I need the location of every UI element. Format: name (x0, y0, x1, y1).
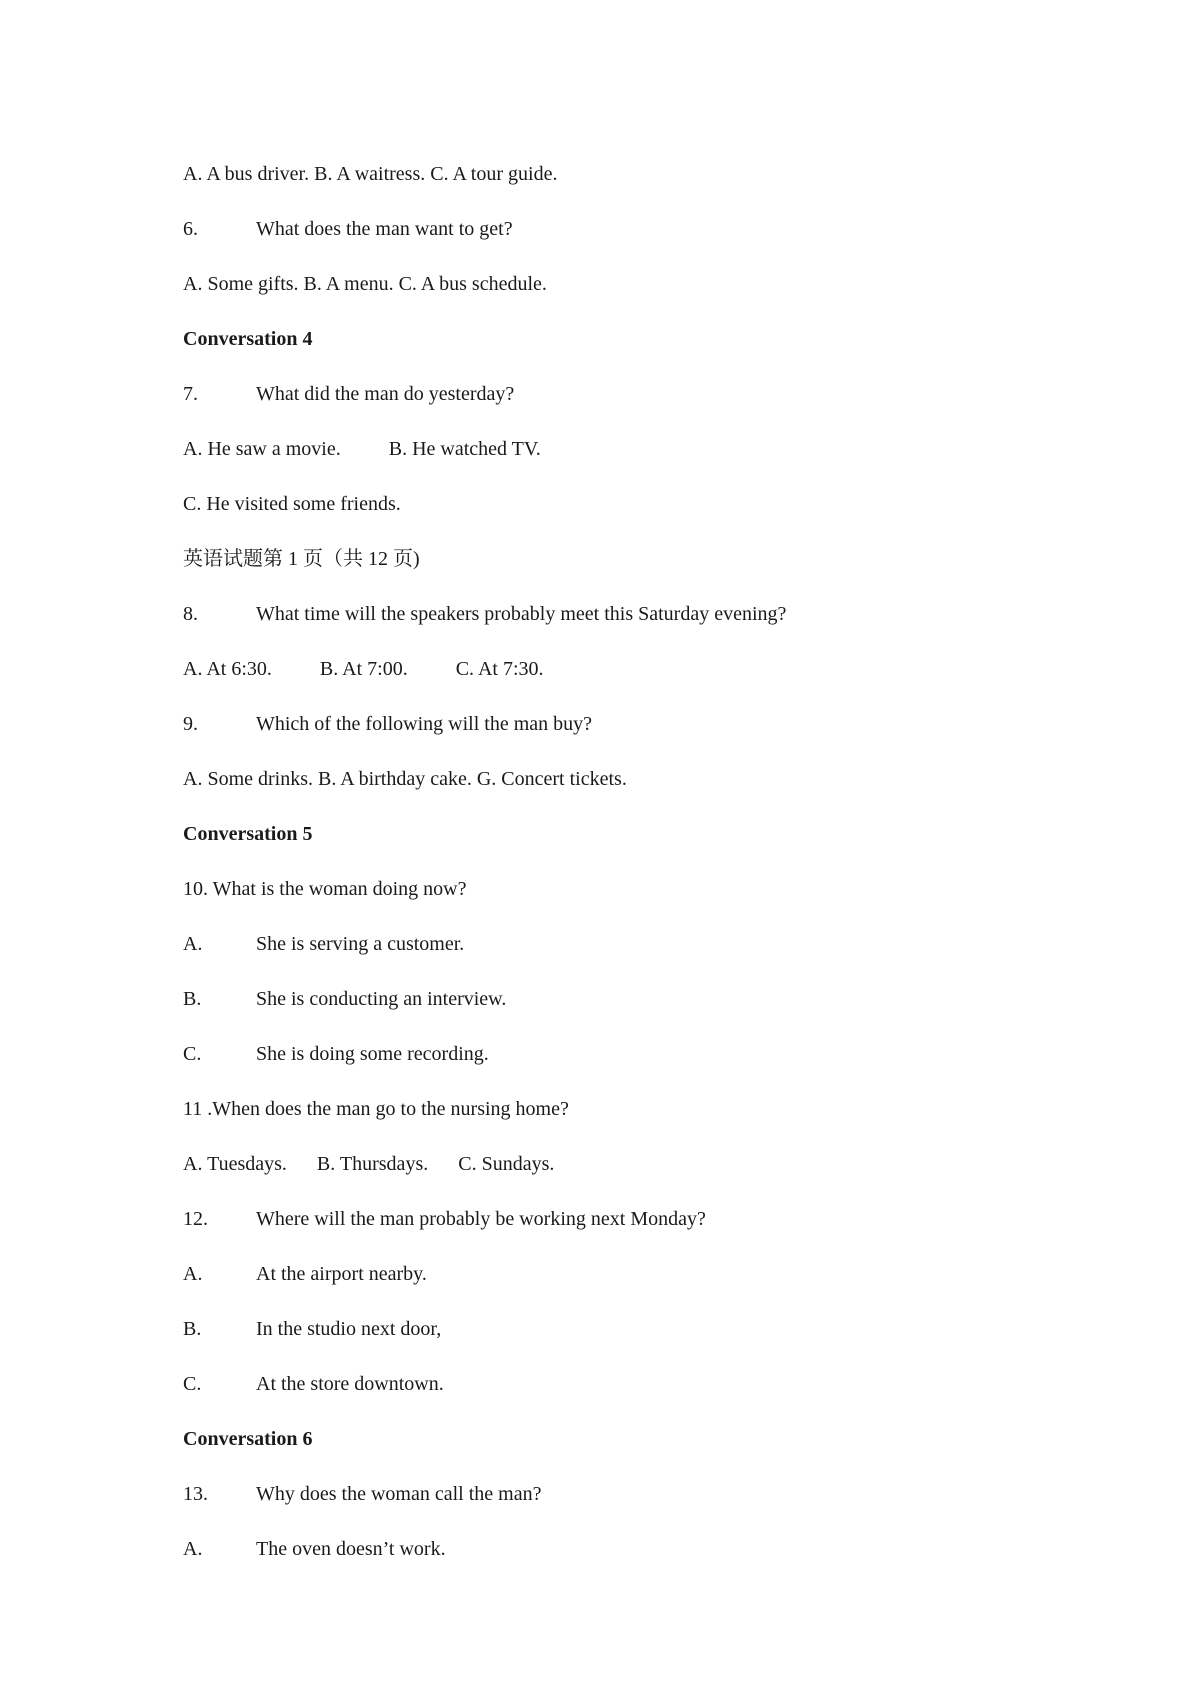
option-text: She is conducting an interview. (256, 988, 507, 1010)
question-text: What does the man want to get? (256, 218, 513, 240)
option-letter: A. (183, 1263, 203, 1285)
q11-options (183, 1152, 554, 1176)
q7-options-ab (183, 437, 541, 461)
option-letter: B. (183, 988, 202, 1010)
question-text: Where will the man probably be working next Monday? (256, 1208, 706, 1230)
question-number: 9. (183, 713, 198, 735)
conversation-5-heading: Conversation 5 (183, 823, 313, 845)
q9-options: A. Some drinks. B. A birthday cake. G. Concert tickets. (183, 768, 627, 790)
question-10: 10. What is the woman doing now? (183, 878, 467, 900)
option-text: She is serving a customer. (256, 933, 465, 955)
q10-option-a (183, 932, 464, 956)
question-text: Why does the woman call the man? (256, 1483, 542, 1505)
option-a: A. At 6:30. (183, 658, 272, 680)
q13-option-a (183, 1537, 446, 1561)
q12-option-a (183, 1262, 427, 1286)
option-text: In the studio next door, (256, 1318, 442, 1340)
question-13 (183, 1482, 541, 1506)
option-c: C. Sundays. (458, 1153, 555, 1175)
question-11: 11 .When does the man go to the nursing home? (183, 1098, 569, 1120)
question-number: 13. (183, 1483, 208, 1505)
option-text: At the store downtown. (256, 1373, 444, 1395)
option-letter: C. (183, 1373, 202, 1395)
option-text: The oven doesn’t work. (256, 1538, 446, 1560)
question-12 (183, 1207, 706, 1231)
question-6 (183, 217, 513, 241)
question-7 (183, 382, 514, 406)
q8-options (183, 657, 544, 681)
option-b: B. He watched TV. (388, 438, 541, 460)
q10-option-c (183, 1042, 489, 1066)
option-b: B. Thursdays. (316, 1153, 429, 1175)
option-letter: C. (183, 1043, 202, 1065)
conversation-4-heading: Conversation 4 (183, 328, 313, 350)
option-text: At the airport nearby. (256, 1263, 427, 1285)
q5-options: A. A bus driver. B. A waitress. C. A tour guide. (183, 163, 558, 185)
question-8 (183, 602, 786, 626)
question-number: 6. (183, 218, 198, 240)
option-c: C. At 7:30. (455, 658, 544, 680)
option-letter: A. (183, 933, 203, 955)
question-number: 8. (183, 603, 198, 625)
option-text: She is doing some recording. (256, 1043, 489, 1065)
option-letter: A. (183, 1538, 203, 1560)
option-a: A. Tuesdays. (183, 1153, 287, 1175)
question-text: What did the man do yesterday? (256, 383, 515, 405)
conversation-6-heading: Conversation 6 (183, 1428, 313, 1450)
question-number: 7. (183, 383, 198, 405)
q7-option-c: C. He visited some friends. (183, 493, 401, 515)
question-number: 12. (183, 1208, 208, 1230)
q12-option-b (183, 1317, 441, 1341)
question-text: What time will the speakers probably meet this Saturday evening? (256, 603, 787, 625)
q12-option-c (183, 1372, 444, 1396)
question-text: Which of the following will the man buy? (256, 713, 593, 735)
option-a: A. He saw a movie. (183, 438, 341, 460)
question-9 (183, 712, 592, 736)
q6-options: A. Some gifts. B. A menu. C. A bus schedule. (183, 273, 547, 295)
option-b: B. At 7:00. (319, 658, 408, 680)
option-letter: B. (183, 1318, 202, 1340)
page-footer: 英语试题第 1 页（共 12 页) (183, 548, 420, 570)
q10-option-b (183, 987, 506, 1011)
